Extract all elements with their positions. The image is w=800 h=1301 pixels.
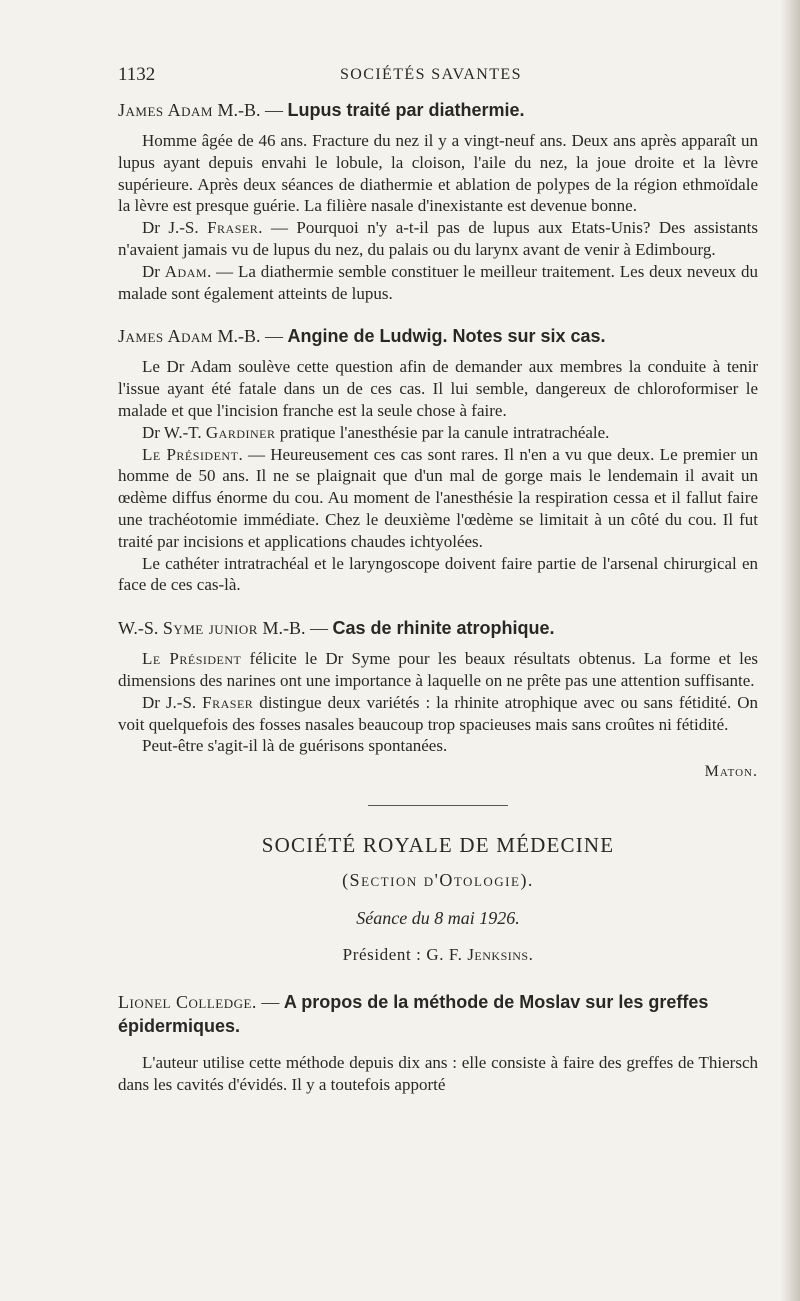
article-title: Lupus traité par diathermie. (287, 100, 525, 120)
president-line (118, 944, 758, 966)
author-suffix: M.-B. — (212, 326, 288, 347)
author-prefix: W.-S. (118, 618, 163, 639)
speaker-name: Fraser (207, 218, 259, 238)
author-name: James Adam (118, 100, 213, 120)
author-name: Syme junior (162, 618, 258, 639)
signature: Maton. (704, 763, 758, 781)
session-date: Séance du 8 mai 1926. (356, 908, 520, 929)
paragraph-text: . — Heureusement ces cas sont rares. Il n'en a vu que deux. Le premier un homme de 50 ans. Il ne se plaignait que d'un mal de gorge mais le lendemain il avait un œdème diffus énorme du cou. Au moment de l'anesthésie la respiration cessa et il fallut faire une trachéotomie immédiate. Chez le deuxième l'œdème se limitait à un côté du cou. Il fut traité par incisions et applications chaudes ichtyolées. (118, 444, 758, 551)
paragraph (118, 217, 758, 261)
paragraph (118, 648, 758, 692)
paragraph: Le Dr Adam soulève cette question afin de demander aux membres la conduite à tenir l'issue ayant été fatale dans un de ces cas. Il lui semble, dangereux de chloroformiser le malade et que l'incision franche est la seule chose à faire. (118, 357, 758, 420)
paragraph-text: distingue deux variétés : la rhinite atrophique avec ou sans fétidité. On voit quelquefois des fosses nasales beaucoup trop spacieuses mais sans croûtes ni fétidité. (118, 692, 758, 734)
paragraph (118, 261, 758, 305)
page-content (118, 60, 758, 1095)
author-name: James Adam (118, 326, 213, 347)
article-heading-greffes (118, 990, 758, 1038)
author-suffix: M.-B. — (257, 618, 333, 639)
speaker-name: Fraser (202, 692, 254, 712)
paragraph (118, 444, 758, 553)
paragraph (118, 422, 758, 444)
speaker-prefix: Dr J.-S. (142, 692, 203, 712)
society-title: SOCIÉTÉ ROYALE DE MÉDECINE (261, 833, 615, 858)
paragraph: Homme âgée de 46 ans. Fracture du nez il y a vingt-neuf ans. Deux ans après apparaît un lupus ayant depuis envahi le lobule, la cloison, l'aile du nez, la joue droite et la lèvre supérieure. Après deux séances de diathermie et ablation de polypes de la région ethmoïdale la lèvre est presque guérie. La filière nasale d'inexistante est devenue bonne. (118, 131, 758, 216)
section-subtitle: (Section d'Otologie). (342, 870, 534, 891)
speaker-prefix: Dr W.-T. (142, 422, 206, 442)
paragraph-text: pratique l'anesthésie par la canule intratrachéale. (275, 422, 610, 442)
section-divider (368, 805, 508, 807)
paragraph-text: . — La diathermie semble constituer le meilleur traitement. Les deux neveux du malade sont également atteints de lupus. (118, 261, 758, 303)
running-header (118, 60, 758, 90)
paragraph: L'auteur utilise cette méthode depuis dix ans : elle consiste à faire des greffes de Thiersch dans les cavités d'évidés. Il y a toutefois apporté (118, 1052, 758, 1094)
paragraph: Peut-être s'agit-il là de guérisons spontanées. (142, 736, 448, 756)
article-heading-rhinite (118, 616, 758, 640)
author-name: Lionel Colledge. (118, 991, 257, 1012)
article-title: Cas de rhinite atrophique. (332, 618, 555, 639)
article-heading-lupus (118, 98, 758, 122)
speaker-prefix: Dr (142, 261, 165, 281)
article-heading-ludwig (118, 324, 758, 348)
speaker-name: Gardiner (205, 422, 276, 442)
president-name: Jenksins. (467, 945, 534, 965)
running-title: SOCIÉTÉS SAVANTES (340, 66, 522, 83)
paragraph-text: . — Pourquoi n'y a-t-il pas de lupus aux Etats-Unis? Des assistants n'avaient jamais vu de lupus du nez, du palais ou du larynx avant de venir à Edimbourg. (118, 218, 759, 259)
page-number: 1132 (118, 64, 156, 85)
speaker-prefix: Dr J.-S. (142, 218, 208, 238)
president-label: Président : G. F. (342, 945, 468, 965)
paragraph (118, 692, 758, 736)
speaker-name: Le Président (142, 649, 242, 669)
author-suffix: M.-B. — (212, 100, 288, 120)
article-title: Angine de Ludwig. Notes sur six cas. (287, 326, 606, 347)
speaker-name: Le Président (142, 444, 239, 464)
paragraph-text: félicite le Dr Syme pour les beaux résultats obtenus. La forme et les dimensions des narines ont une importance à laquelle on ne prête pas une attention suffisante. (118, 649, 758, 690)
author-separator: — (256, 991, 284, 1012)
paragraph: Le cathéter intratrachéal et le laryngoscope doivent faire partie de l'arsenal chirurgical en face de ces cas-là. (118, 553, 758, 595)
speaker-name: Adam (164, 261, 208, 281)
page-edge-shadow (780, 0, 800, 1301)
article-title: A propos de la méthode de Moslav sur les greffes épidermiques. (118, 991, 709, 1036)
